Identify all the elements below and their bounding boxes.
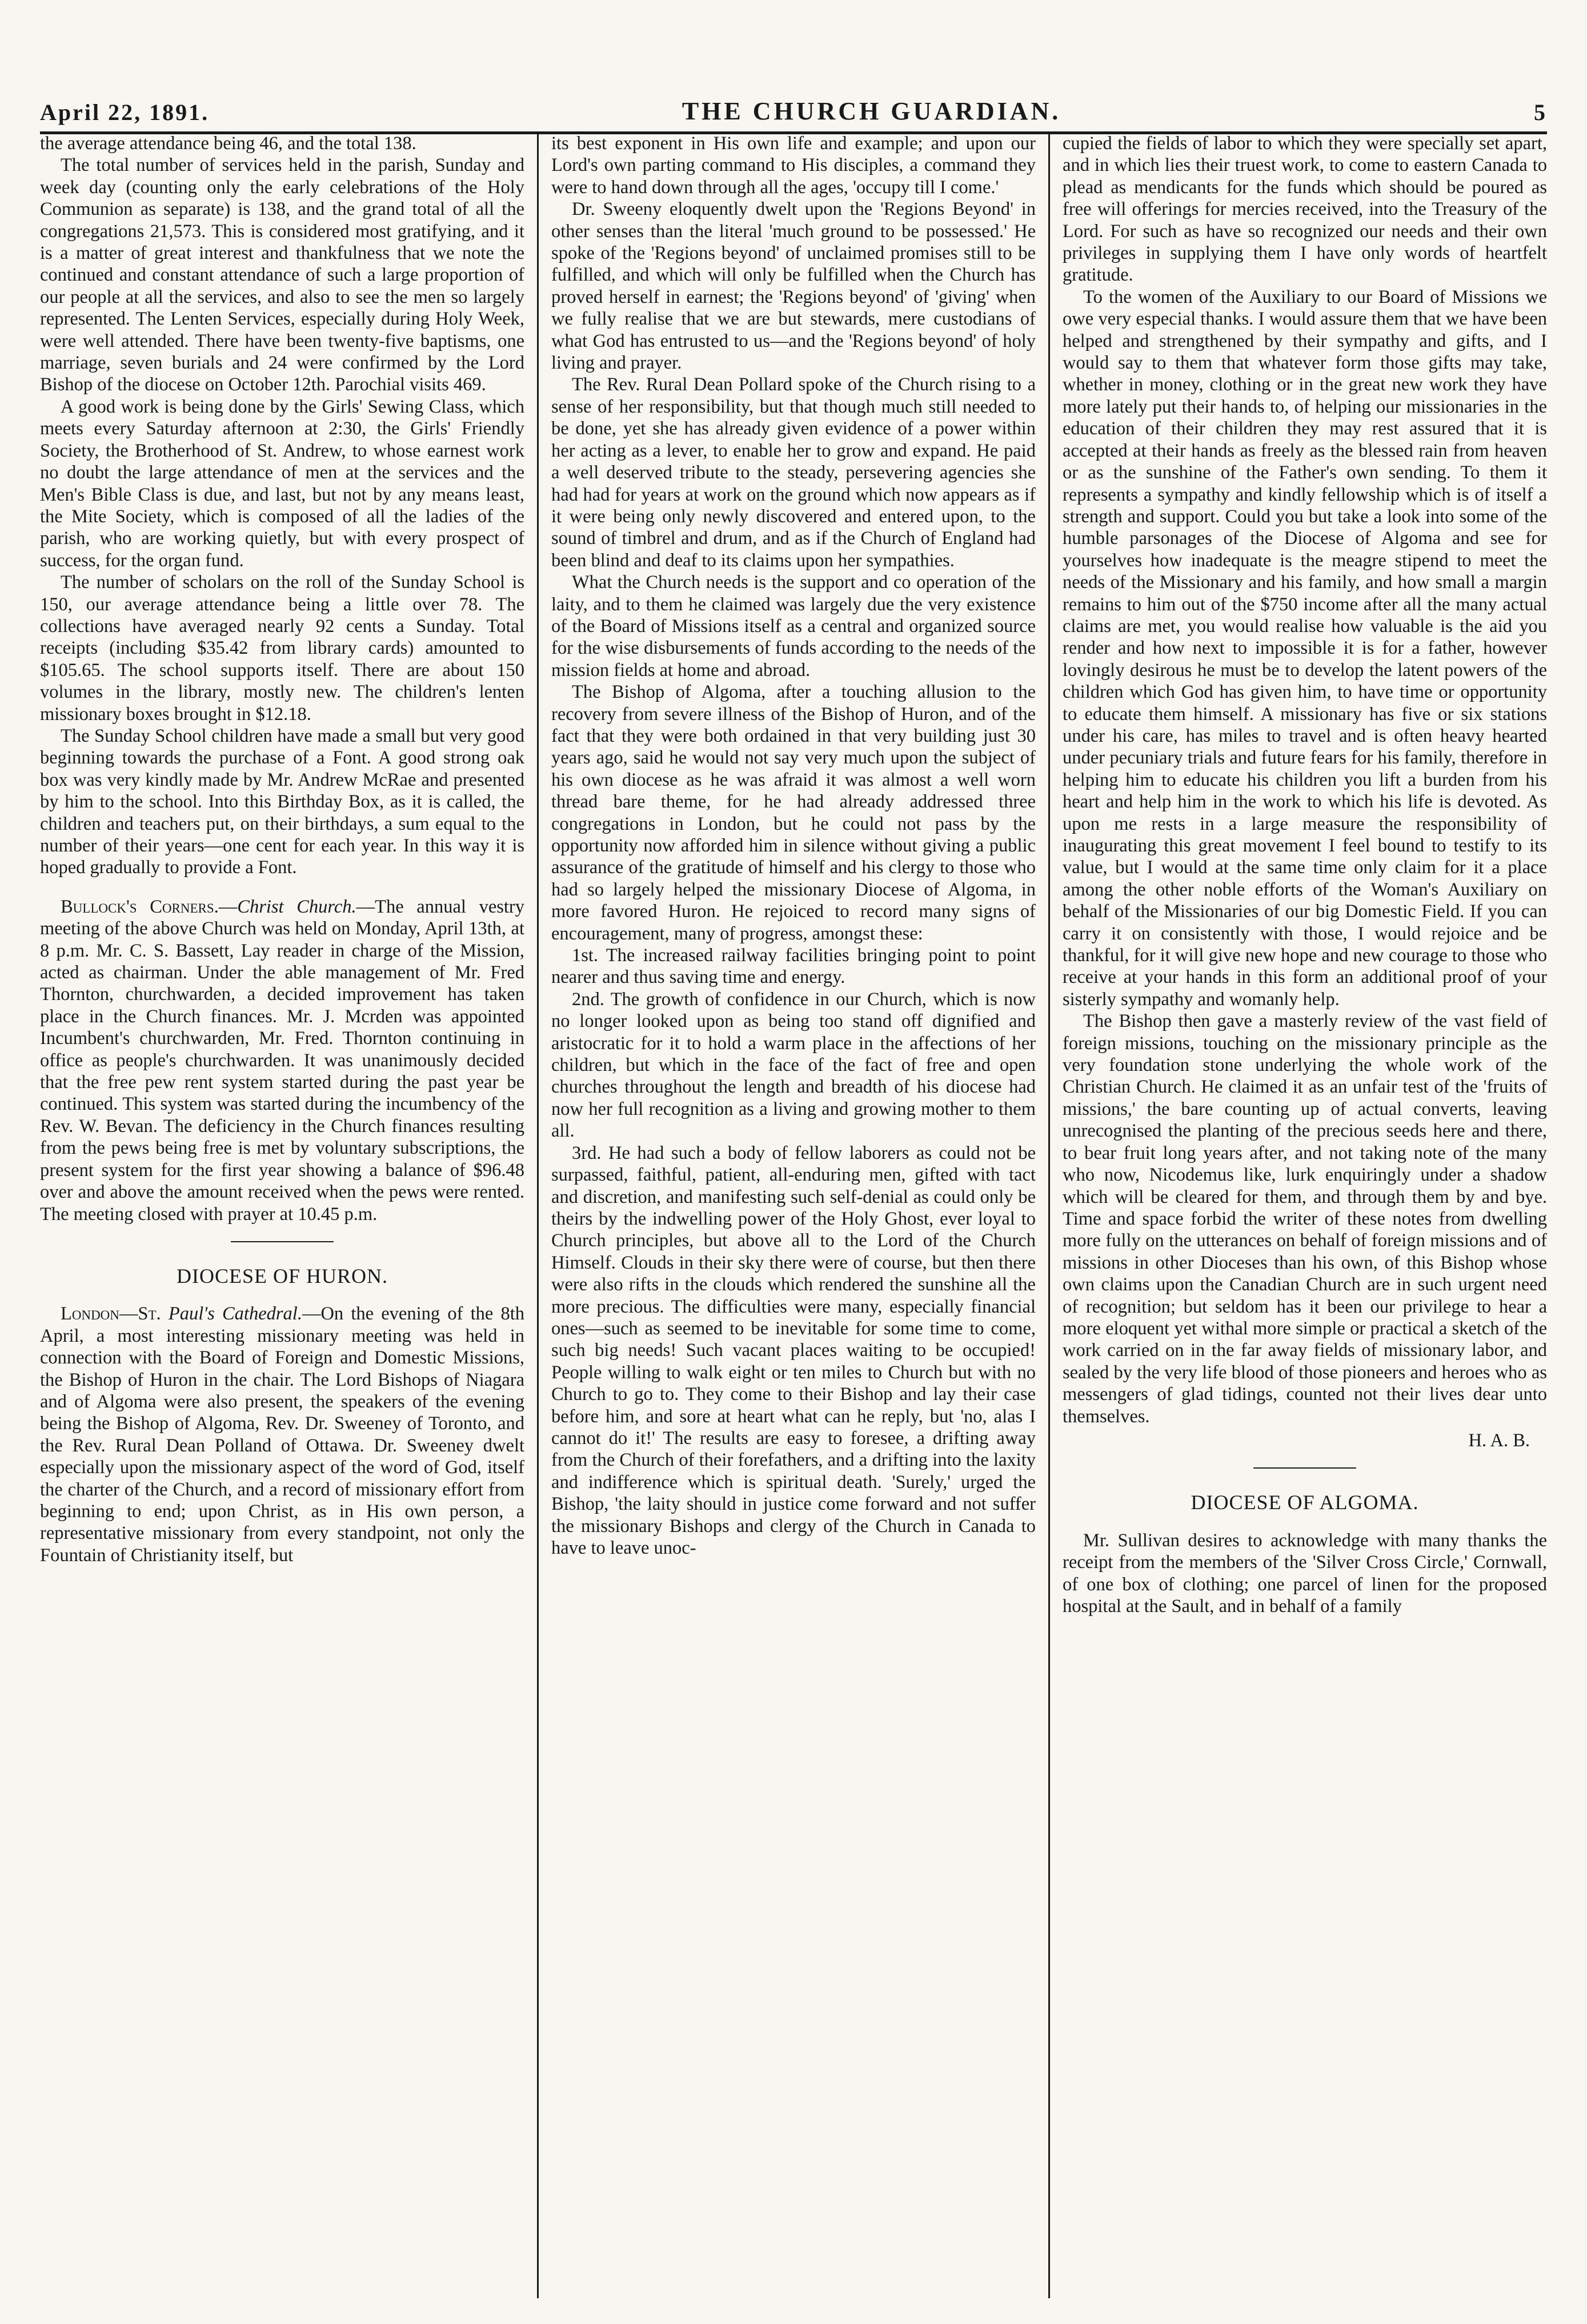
column-3 [1048,133,1547,2298]
section-heading: DIOCESE OF ALGOMA. [1191,1491,1419,1514]
place-lead: Bullock's Corners. [61,896,219,917]
paragraph: The Sunday School children have made a small but very good beginning towards the purchase of a Font. A good strong oak box was very kindly made by Mr. Andrew McRae and presented by him to the school. Into this Birthday Box, as it is called, the children and teachers put, on their birthdays, a sum equal to the number of their years—one cent for each year. In this way it is hoped gradually to provide a Font. [40,725,524,878]
paragraph: 2nd. The growth of confidence in our Church, which is now no longer looked upon as being too stand off dignified and aristocratic for it to hold a warm place in the affections of her children, but which in the face of the fact of free and open churches throughout the length and breadth of his diocese had now her full recognition as a living and growing mother to them all. [551,989,1036,1142]
paragraph: The number of scholars on the roll of the Sunday School is 150, our average attendance being a little over 78. The collections have averaged nearly 92 cents a Sunday. Total receipts (including $35.42 from library cards) amounted to $105.65. The school supports itself. There are about 150 volumes in the library, mostly new. The children's lenten missionary boxes brought in $12.18. [40,572,524,725]
issue-date: April 22, 1891. [40,99,210,125]
author-signature: H. A. B. [1468,1430,1530,1451]
paragraph-body: —On the evening of the 8th April, a most interesting missionary meeting was held in connection with the Board of Foreign and Domestic Missions, the Bishop of Huron in the chair. The Lord Bishops of Niagara and of Algoma were also present, the speakers of the evening being the Bishop of Algoma, Rev. Dr. Sweeney of Toronto, and the Rev. Rural Dean Polland of Ottawa. Dr. Sweeney dwelt especially upon the missionary aspect of the word of God, itself the charter of the Church, and a record of missionary effort from beginning to end; upon Christ, as in His own person, a representative missionary from every standpoint, not only the Fountain of Christianity itself, but [40,1303,524,1566]
masthead [40,86,1547,134]
paragraph: Bullock's Corners.—Christ Church.—The annual vestry meeting of the above Church was held on Monday, April 13th, at 8 p.m. Mr. C. S. Bassett, Lay reader in charge of the Mission, acted as chairman. Under the able management of Mr. Fred Thornton, churchwarden, a decided improvement has taken place in the Church finances. Mr. J. Mcrden was appointed Incumbent's churchwarden, Mr. Fred. Thornton continuing in office as people's churchwarden. It was unanimously decided that the free pew rent system started during the past year be continued. This system was started during the incumbency of the Rev. W. Bevan. The deficiency in the Church finances resulting from the pews being free is met by voluntary subscriptions, the present system for the first year showing a balance of $96.48 over and above the amount received when the pews were rented. The meeting closed with prayer at 10.45 p.m. [40,896,524,1225]
paragraph: cupied the fields of labor to which they were specially set apart, and in which lies their truest work, to come to eastern Canada to plead as mendicants for the funds which should be poured as free will offerings for mercies received, into the Treasury of the Lord. For such as have so recognized our needs and their own privileges in supplying them I have only words of heartfelt gratitude. [1063,133,1547,286]
paragraph: The Bishop of Algoma, after a touching allusion to the recovery from severe illness of the Bishop of Huron, and of the fact that they were both ordained in that very building just 30 years ago, said he would not say very much upon the subject of his own diocese as he was afraid it was almost a well worn thread bare theme, for he had already addressed three congregations in London, but he could not pass by the opportunity now afforded him in silence without giving a public assurance of the gratitude of himself and his clergy to those who had so largely helped the missionary Diocese of Algoma, in more favored Huron. He rejoiced to record many signs of encouragement, many of progress, amongst these: [551,682,1036,944]
article-columns [40,133,1547,2298]
paragraph: its best exponent in His own life and example; and upon our Lord's own parting command to His disciples, a command they were to hand down through all the ages, 'occupy till I come.' [551,133,1036,198]
paragraph [40,1303,524,1566]
paragraph: the average attendance being 46, and the total 138. [40,133,416,154]
column-2 [537,133,1048,2298]
section-heading: DIOCESE OF HURON. [176,1264,388,1287]
paragraph: To the women of the Auxiliary to our Board of Missions we owe very especial thanks. I would assure them that we have been helped and strengthened by their sympathy and gifts, and I would say to them that whatever form those gifts may take, whether in money, clothing or in the great new work they have more lately put their hands to, of helping our missionaries in the education of their children they may rest assured that it is accepted at their hands as freely as the blessed rain from heaven or as the sunshine of the Father's own sending. To them it represents a sympathy and kindly fellowship which is of itself a strength and support. Could you but take a look into some of the humble parsonages of the Diocese of Algoma and see for yourselves how inadequate is the meagre stipend to meet the needs of the Missionary and his family, and how small a margin remains to him out of the $750 income after all the many actual claims are met, you would realise how valuable is the aid you render and how next to impossible it is for a father, however lovingly desirous he must be to develop the latent powers of the children which God has given him, to have time or opportunity to educate them himself. A missionary has five or six stations under his care, has miles to travel and is often heavy hearted under pecuniary trials and future fears for his family, therefore in helping him to educate his children you lift a burden from his heart and help him in the work to which his life is devoted. As upon me rests in a large measure the responsibility of inaugurating this great movement I feel bound to testify to its value, but I would at the same time only claim for it a place among the other noble efforts of the Woman's Auxiliary on behalf of the Missionaries of our big Domestic Field. If you can carry it on consistently with those, I would rejoice and be thankful, for it will give new hope and new courage to those who receive at your hands in this form an additional proof of your sisterly sympathy and womanly help. [1063,286,1547,1010]
paragraph-body: —The annual vestry meeting of the above Church was held on Monday, April 13th, at 8 p.m. Mr. C. S. Bassett, Lay reader in charge of the Mission, acted as chairman. Under the able management of Mr. Fred Thornton, churchwarden, a decided improvement has taken place in the Church finances. Mr. J. Mcrden was appointed Incumbent's churchwarden, Mr. Fred. Thornton continuing in office as people's churchwarden. It was unanimously decided that the free pew rent system started during the past year be continued. This system was started during the incumbency of the Rev. W. Bevan. The deficiency in the Church finances resulting from the pews being free is met by voluntary subscriptions, the present system for the first year showing a balance of $96.48 over and above the amount received when the pews were rented. The meeting closed with prayer at 10.45 p.m. [40,896,524,1225]
paragraph: Dr. Sweeny eloquently dwelt upon the 'Regions Beyond' in other senses than the literal 'much ground to be possessed.' He spoke of the 'Regions beyond' of unclaimed promises still to be fulfilled, and which will only be fulfilled when the Church has proved herself in earnest; the 'Regions beyond' of 'giving' when we fully realise that we are but stewards, mere custodians of what God has entrusted to us—and the 'Regions beyond' of holy living and prayer. [551,199,1036,374]
section-rule [231,1241,334,1242]
publication-title: THE CHURCH GUARDIAN. [682,97,1061,125]
paragraph: A good work is being done by the Girls' Sewing Class, which meets every Saturday afternoon at 2:30, the Girls' Friendly Society, the Brotherhood of St. Andrew, to whose earnest work no doubt the large attendance of men at the services and the Men's Bible Class is due, and last, but not by any means least, the Mite Society, which is composed of all the ladies of the parish, who are working quietly, but with every prospect of success, for the organ fund. [40,396,524,571]
church-name: Paul's Cathedral. [168,1303,302,1325]
paragraph: The Bishop then gave a masterly review of the vast field of foreign missions, touching on the missionary principle as the very foundation stone underlying the whole work of the Christian Church. He claimed it as an unfair test of the 'fruits of missions,' the bare counting up of actual converts, leaving unrecognised the planting of the precious seeds here and there, to bear fruit long years after, and not taking note of the many who now, Nicodemus like, lurk enquiringly under a shadow which will be cleared for them, and through them by and bye. Time and space forbid the writer of these notes from dwelling more fully on the utterances on behalf of foreign missions and of missions in other Dioceses than his own, of this Bishop whose own claims upon the Canadian Church are in such urgent need of recognition; but seldom has it been our privilege to hear a more eloquent yet withal more simple or practical a sketch of the work carried on in the far away fields of missionary labor, and sealed by the very life blood of those pioneers and heroes who as messengers of glad tidings, counted not their lives dear unto themselves. [1063,1011,1547,1427]
section-rule [1253,1467,1356,1469]
paragraph: The Rev. Rural Dean Pollard spoke of the Church rising to a sense of her responsibility, but that though much still needed to be done, yet she has already given evidence of a power within her acting as a lever, to enable her to grow and expand. He paid a well deserved tribute to the steady, persevering agencies she had had for years at work on the ground which now appears as if it were being only newly discovered and entered upon, to the sound of timbrel and drum, and as if the Church of England had been blind and deaf to its claims upon her sympathies. [551,374,1036,571]
paragraph: 3rd. He had such a body of fellow laborers as could not be surpassed, faithful, patient, all-enduring men, gifted with tact and discretion, and manifesting such self-denial as could only be theirs by the indwelling power of the Holy Ghost, ever loyal to Church principles, but above all to the Lord of the Church Himself. Clouds in their sky there were of course, but then there were also rifts in the clouds which rendered the sunshine all the more precious. The difficulties were many, especially financial ones—such as seemed to be inevitable for some time to come, such big needs! Such vacant places waiting to be occupied! People willing to walk eight or ten miles to Church but with no Church to go to. They come to their Bishop and lay their case before him, and sore at heart what can he reply, but 'no, alas I cannot do it!' The results are easy to foresee, a drifting away from the Church of their forefathers, and a drifting into the laxity and indifference which is spiritual death. 'Surely,' urged the Bishop, 'the laity should in justice come forward and not suffer the missionary Bishops and clergy of the Church in Canada to have to leave unoc- [551,1142,1036,1558]
church-name: Christ Church. [237,896,356,917]
column-1 [40,133,537,2298]
paragraph: Mr. Sullivan desires to acknowledge with many thanks the receipt from the members of the 'Silver Cross Circle,' Cornwall, of one box of clothing; one parcel of linen for the proposed hospital at the Sault, and in behalf of a family [1063,1530,1547,1617]
page-number: 5 [1533,99,1547,125]
paragraph: The total number of services held in the parish, Sunday and week day (counting only the early celebrations of the Holy Communion as separate) is 138, and the grand total of all the congregations 21,573. This is considered most gratifying, and it is a matter of great interest and thankfulness that we note the continued and constant attendance of such a large proportion of our people at all the services, and also to see the men so largely represented. The Lenten Services, especially during Holy Week, were well attended. There have been twenty-five baptisms, one marriage, seven burials and 24 were confirmed by the Lord Bishop of the diocese on October 12th. Parochial visits 469. [40,155,524,395]
paragraph: 1st. The increased railway facilities bringing point to point nearer and thus saving time and energy. [551,945,1036,988]
paragraph: What the Church needs is the support and co operation of the laity, and to them he claimed was largely due the very existence of the Board of Missions itself as a central and organized source for the wise disbursements of funds according to the needs of the mission fields at home and abroad. [551,572,1036,681]
place-lead: London—St. [61,1303,161,1325]
